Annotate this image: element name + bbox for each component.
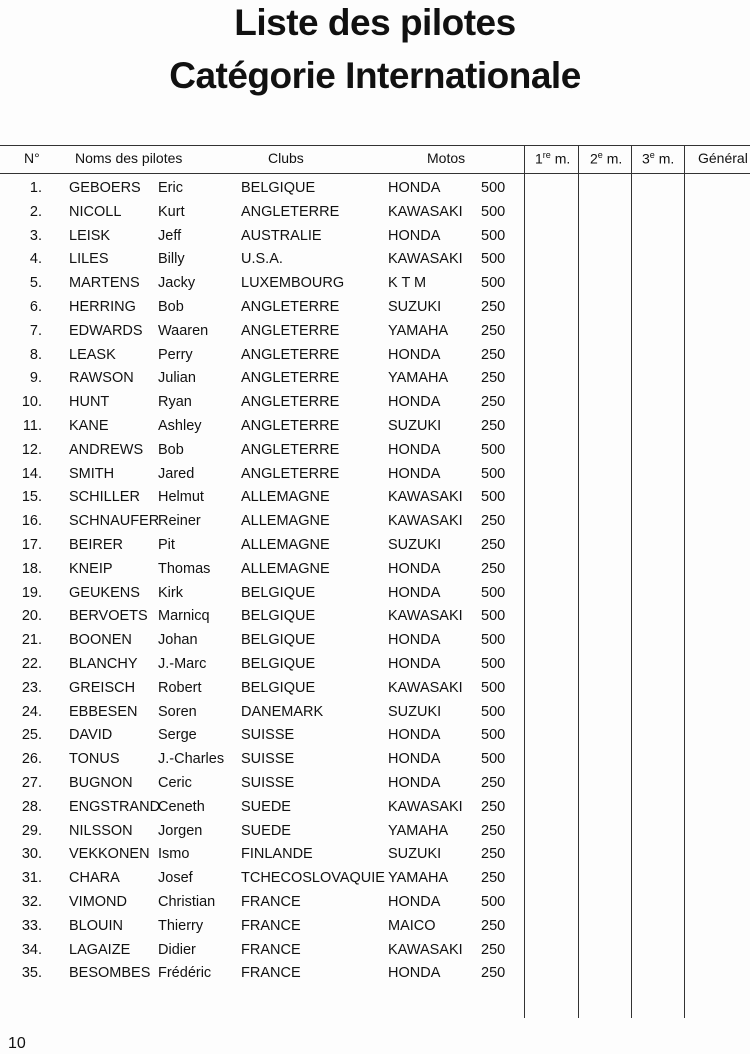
rider-last: EBBESEN	[69, 703, 138, 720]
column-divider-m2	[578, 145, 579, 1018]
rider-last: GREISCH	[69, 679, 136, 696]
rider-last: HERRING	[69, 299, 136, 315]
rider-first: Thierry	[158, 917, 204, 934]
rider-num: 8.	[29, 346, 42, 363]
column-divider-general	[684, 145, 685, 1018]
rider-last: SMITH	[69, 465, 115, 482]
rider-last: ENGSTRAND	[69, 798, 161, 815]
rider-club: U.S.A.	[241, 251, 283, 268]
rider-club: DANEMARK	[241, 703, 324, 720]
rider-num: 25.	[21, 727, 42, 744]
rider-moto: SUZUKI	[388, 537, 442, 553]
rider-cc: 500	[481, 180, 506, 196]
rider-moto: HONDA	[388, 560, 441, 577]
rider-last: VIMOND	[69, 894, 127, 910]
rider-moto: HONDA	[388, 346, 441, 363]
rider-first: Julian	[158, 370, 196, 387]
table-top-border	[0, 145, 750, 146]
rider-num: 28.	[21, 798, 42, 815]
rider-last: KNEIP	[69, 560, 113, 577]
rider-club: BELGIQUE	[241, 608, 316, 625]
rider-moto: HONDA	[388, 656, 441, 672]
header-general: Général	[698, 150, 748, 166]
rider-num: 24.	[21, 703, 42, 720]
rider-cc: 500	[481, 894, 506, 910]
header-manche-3: 3e m.	[642, 150, 675, 167]
rider-club: BELGIQUE	[241, 656, 316, 672]
rider-club: SUISSE	[241, 727, 295, 744]
rider-cc: 250	[481, 965, 506, 982]
rider-moto: HONDA	[388, 441, 441, 458]
rider-last: TONUS	[69, 751, 120, 768]
rider-num: 3.	[29, 227, 42, 244]
rider-first: Marnicq	[158, 608, 210, 625]
rider-club: SUEDE	[241, 798, 291, 815]
rider-club: FRANCE	[241, 965, 301, 982]
rider-num: 26.	[21, 751, 42, 768]
table-header-border	[0, 173, 750, 174]
rider-cc: 250	[481, 513, 506, 530]
rider-last: EDWARDS	[69, 322, 143, 339]
rider-moto: HONDA	[388, 584, 441, 601]
rider-first: Didier	[158, 941, 196, 958]
rider-num: 12.	[21, 441, 42, 458]
column-divider-m3	[631, 145, 632, 1018]
rider-moto: KAWASAKI	[388, 513, 463, 530]
rider-club: SUISSE	[241, 751, 295, 768]
rider-cc: 250	[481, 798, 506, 815]
rider-moto: KAWASAKI	[388, 679, 463, 696]
rider-num: 22.	[21, 656, 42, 672]
rider-cc: 500	[481, 465, 506, 482]
rider-last: LEASK	[69, 346, 116, 363]
rider-first: Kirk	[158, 584, 183, 601]
rider-last: MARTENS	[69, 275, 140, 292]
rider-num: 23.	[21, 679, 42, 696]
rider-moto: SUZUKI	[388, 846, 442, 863]
rider-first: Ceneth	[158, 798, 205, 815]
rider-last: SCHILLER	[69, 489, 140, 506]
rider-first: Johan	[158, 632, 198, 649]
rider-cc: 250	[481, 775, 506, 791]
rider-num: 10.	[21, 394, 42, 411]
rider-cc: 250	[481, 370, 506, 387]
rider-num: 14.	[21, 465, 42, 482]
rider-moto: KAWASAKI	[388, 251, 463, 268]
rider-num: 16.	[21, 513, 42, 530]
rider-club: ANGLETERRE	[241, 322, 340, 339]
rider-cc: 500	[481, 275, 506, 292]
header-motos: Motos	[427, 150, 466, 166]
rider-cc: 250	[481, 418, 506, 434]
rider-cc: 500	[481, 751, 506, 768]
rider-moto: KAWASAKI	[388, 941, 463, 958]
rider-club: ALLEMAGNE	[241, 489, 330, 506]
rider-num: 11.	[22, 418, 42, 434]
rider-first: Bob	[158, 441, 184, 458]
rider-last: BLOUIN	[69, 917, 123, 934]
rider-club: ALLEMAGNE	[241, 513, 330, 530]
rider-club: ANGLETERRE	[241, 394, 340, 411]
rider-last: GEUKENS	[69, 584, 140, 601]
rider-last: RAWSON	[69, 370, 134, 387]
header-manche-2: 2e m.	[590, 150, 623, 167]
rider-club: BELGIQUE	[241, 180, 316, 196]
rider-club: ALLEMAGNE	[241, 537, 330, 553]
rider-moto: HONDA	[388, 727, 441, 744]
rider-club: ANGLETERRE	[241, 441, 340, 458]
rider-cc: 500	[481, 608, 506, 625]
rider-moto: MAICO	[388, 917, 436, 934]
rider-num: 29.	[21, 822, 42, 839]
rider-club: FRANCE	[241, 917, 301, 934]
rider-moto: SUZUKI	[388, 299, 442, 315]
rider-moto: YAMAHA	[388, 870, 449, 887]
rider-first: Helmut	[158, 489, 204, 506]
rider-last: HUNT	[69, 394, 110, 411]
rider-club: ANGLETERRE	[241, 465, 340, 482]
rider-cc: 500	[481, 251, 506, 268]
rider-cc: 250	[481, 322, 506, 339]
rider-club: ANGLETERRE	[241, 346, 340, 363]
rider-club: ALLEMAGNE	[241, 560, 330, 577]
rider-last: BOONEN	[69, 632, 132, 649]
rider-first: J.-Charles	[158, 751, 225, 768]
page-title-line1: Liste des pilotes	[234, 2, 516, 43]
rider-club: FRANCE	[241, 941, 301, 958]
rider-moto: YAMAHA	[388, 322, 449, 339]
rider-moto: HONDA	[388, 465, 441, 482]
rider-last: BERVOETS	[69, 608, 148, 625]
rider-moto: HONDA	[388, 965, 441, 982]
rider-last: CHARA	[69, 870, 120, 887]
rider-num: 21.	[21, 632, 42, 649]
rider-cc: 250	[481, 299, 506, 315]
rider-moto: HONDA	[388, 751, 441, 768]
rider-last: BEIRER	[69, 537, 123, 553]
rider-num: 2.	[29, 203, 42, 220]
rider-moto: YAMAHA	[388, 822, 449, 839]
rider-first: Jacky	[158, 275, 196, 292]
rider-club: AUSTRALIE	[241, 227, 322, 244]
rider-last: BLANCHY	[69, 656, 138, 672]
rider-num: 19.	[21, 584, 42, 601]
rider-club: TCHECOSLOVAQUIE	[241, 870, 385, 887]
rider-last: LILES	[69, 251, 109, 268]
rider-first: Frédéric	[158, 965, 212, 982]
rider-num: 27.	[21, 775, 42, 791]
rider-first: Jared	[158, 465, 195, 482]
rider-club: SUISSE	[241, 775, 295, 791]
rider-cc: 500	[481, 441, 506, 458]
rider-first: Kurt	[158, 203, 185, 220]
rider-cc: 250	[481, 941, 506, 958]
rider-club: BELGIQUE	[241, 632, 316, 649]
rider-moto: KAWASAKI	[388, 608, 463, 625]
rider-moto: SUZUKI	[388, 418, 442, 434]
rider-moto: HONDA	[388, 775, 441, 791]
rider-moto: KAWASAKI	[388, 798, 463, 815]
rider-first: Billy	[158, 251, 185, 268]
rider-club: ANGLETERRE	[241, 370, 340, 387]
rider-first: Christian	[158, 894, 216, 910]
rider-moto: HONDA	[388, 227, 441, 244]
rider-cc: 250	[481, 560, 506, 577]
rider-last: SCHNAUFER	[69, 513, 160, 530]
rider-last: VEKKONEN	[69, 846, 150, 863]
rider-first: Bob	[158, 299, 184, 315]
rider-num: 32.	[21, 894, 42, 910]
rider-cc: 500	[481, 584, 506, 601]
rider-num: 7.	[29, 322, 42, 339]
rider-first: Waaren	[158, 322, 209, 339]
rider-cc: 250	[481, 394, 506, 411]
rider-moto: HONDA	[388, 394, 441, 411]
rider-club: BELGIQUE	[241, 679, 316, 696]
rider-cc: 500	[481, 632, 506, 649]
rider-first: Ismo	[158, 846, 190, 863]
rider-last: ANDREWS	[69, 441, 144, 458]
rider-cc: 250	[481, 822, 506, 839]
rider-cc: 500	[481, 727, 506, 744]
rider-first: Pit	[158, 537, 175, 553]
rider-last: KANE	[69, 418, 109, 434]
header-manche-1: 1re m.	[535, 150, 571, 167]
rider-club: ANGLETERRE	[241, 203, 340, 220]
rider-num: 17.	[21, 537, 42, 553]
rider-first: Jorgen	[158, 822, 203, 839]
rider-cc: 500	[481, 679, 506, 696]
rider-first: Eric	[158, 180, 183, 196]
rider-num: 18.	[21, 560, 42, 577]
rider-cc: 250	[481, 846, 506, 863]
rider-moto: YAMAHA	[388, 370, 449, 387]
rider-club: SUEDE	[241, 822, 291, 839]
rider-num: 6.	[29, 299, 42, 315]
rider-moto: KAWASAKI	[388, 203, 463, 220]
rider-first: Thomas	[158, 560, 211, 577]
rider-first: Reiner	[158, 513, 201, 530]
rider-num: 35.	[21, 965, 42, 982]
rider-last: NILSSON	[69, 822, 133, 839]
rider-num: 9.	[29, 370, 42, 387]
rider-first: Perry	[158, 346, 193, 363]
page-number: 10	[8, 1035, 26, 1052]
header-clubs: Clubs	[268, 150, 304, 166]
rider-num: 34.	[21, 941, 42, 958]
rider-club: FINLANDE	[241, 846, 313, 863]
rider-first: Serge	[158, 727, 197, 744]
rider-first: Robert	[158, 679, 202, 696]
header-names: Noms des pilotes	[75, 150, 183, 166]
rider-moto: HONDA	[388, 180, 441, 196]
rider-cc: 250	[481, 870, 506, 887]
rider-moto: HONDA	[388, 632, 441, 649]
rider-last: BESOMBES	[69, 965, 151, 982]
rider-num: 4.	[29, 251, 42, 268]
rider-num: 20.	[21, 608, 42, 625]
rider-club: BELGIQUE	[241, 584, 316, 601]
rider-cc: 500	[481, 227, 506, 244]
rider-last: DAVID	[69, 727, 113, 744]
rider-club: ANGLETERRE	[241, 299, 340, 315]
rider-cc: 500	[481, 203, 506, 220]
rider-num: 15.	[21, 489, 42, 506]
rider-num: 33.	[21, 917, 42, 934]
rider-cc: 250	[481, 917, 506, 934]
rider-moto: KAWASAKI	[388, 489, 463, 506]
rider-cc: 500	[481, 703, 506, 720]
rider-first: Josef	[158, 870, 193, 887]
rider-num: 31.	[21, 870, 42, 887]
rider-club: LUXEMBOURG	[241, 275, 345, 292]
rider-cc: 250	[481, 346, 506, 363]
rider-last: LEISK	[69, 227, 111, 244]
rider-first: Ashley	[158, 418, 202, 434]
rider-last: NICOLL	[69, 203, 122, 220]
column-divider-m1	[524, 145, 525, 1018]
rider-cc: 500	[481, 656, 506, 672]
header-num: N°	[24, 150, 40, 166]
rider-cc: 250	[481, 537, 506, 553]
rider-last: BUGNON	[69, 775, 133, 791]
rider-first: Jeff	[158, 227, 182, 244]
rider-first: Ryan	[158, 394, 192, 411]
rider-moto: K T M	[388, 275, 427, 292]
rider-last: LAGAIZE	[69, 941, 131, 958]
page-title-line2: Catégorie Internationale	[169, 55, 581, 96]
rider-num: 30.	[21, 846, 42, 863]
rider-moto: HONDA	[388, 894, 441, 910]
rider-moto: SUZUKI	[388, 703, 442, 720]
rider-cc: 500	[481, 489, 506, 506]
rider-last: GEBOERS	[69, 180, 141, 196]
rider-first: Ceric	[158, 775, 192, 791]
rider-num: 5.	[29, 275, 42, 292]
rider-num: 1.	[29, 180, 42, 196]
rider-first: J.-Marc	[158, 656, 207, 672]
rider-club: FRANCE	[241, 894, 301, 910]
rider-club: ANGLETERRE	[241, 418, 340, 434]
rider-first: Soren	[158, 703, 197, 720]
